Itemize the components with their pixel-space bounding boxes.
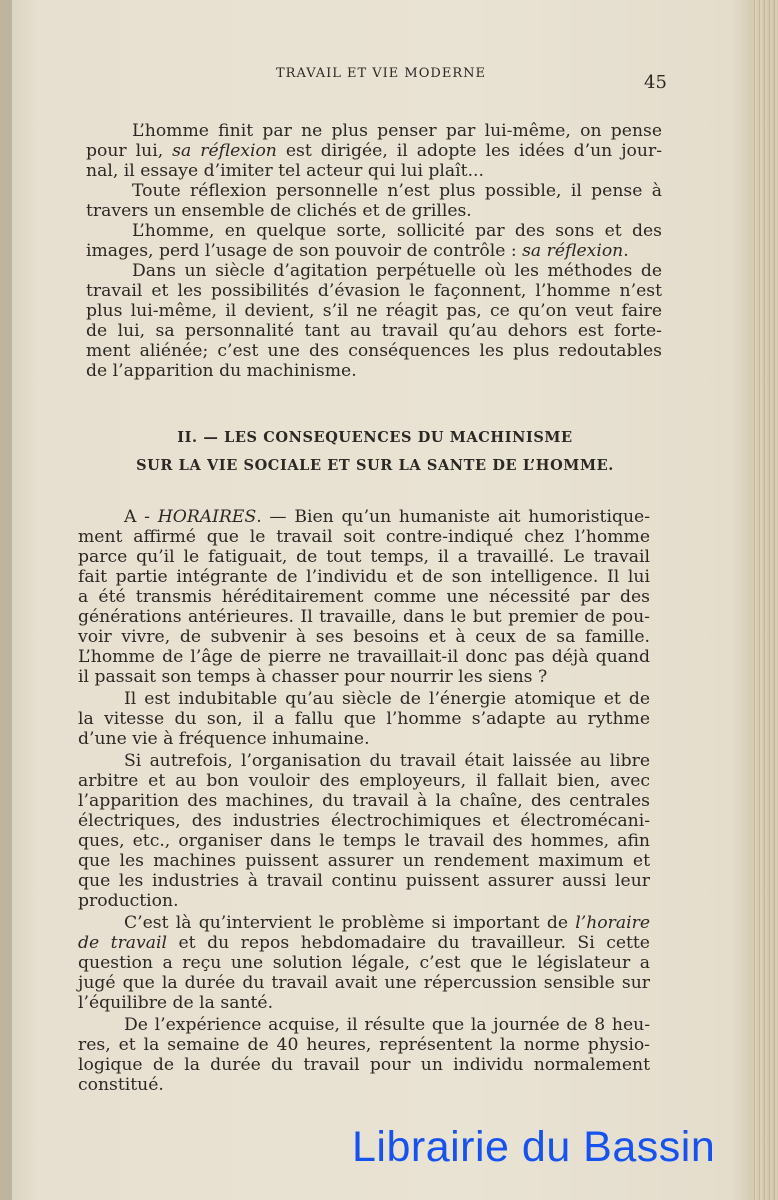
- paragraph: [86, 121, 662, 181]
- text-line: travers un ensemble de clichés et de grilles.: [86, 201, 472, 221]
- text-line: que les machines puissent assurer un rendement maximum et: [78, 851, 650, 871]
- paragraph: [86, 181, 662, 221]
- text-line: la vitesse du son, il a fallu que l’homme s’adapte au rythme: [78, 709, 650, 729]
- section-heading: [110, 424, 640, 480]
- text-block-horaires: [78, 507, 650, 1095]
- text-line: que les industries à travail continu puissent assurer aussi leur: [78, 871, 650, 891]
- text-line: nal, il essaye d’imiter tel acteur qui lui plaît...: [86, 161, 484, 181]
- text-line: parce qu’il le fatiguait, de tout temps, il a travaillé. Le travail: [78, 547, 650, 567]
- text-line: A - HORAIRES. — Bien qu’un humaniste ait humoristique-: [124, 507, 650, 527]
- text-line: voir vivre, de subvenir à ses besoins et à ceux de sa famille.: [78, 627, 650, 647]
- text-line: Si autrefois, l’organisation du travail était laissée au libre: [124, 751, 650, 771]
- paragraph: [78, 751, 650, 911]
- text-line: De l’expérience acquise, il résulte que la journée de 8 heu-: [124, 1015, 650, 1035]
- text-line: images, perd l’usage de son pouvoir de contrôle : sa réflexion.: [86, 241, 629, 261]
- text-line: l’apparition des machines, du travail à la chaîne, des centrales: [78, 791, 650, 811]
- text-line: l’équilibre de la santé.: [78, 993, 274, 1013]
- text-line: d’une vie à fréquence inhumaine.: [78, 729, 370, 749]
- text-line: logique de la durée du travail pour un individu normalement: [78, 1055, 650, 1075]
- text-line: électriques, des industries électrochimiques et électromécani-: [78, 811, 650, 831]
- section-heading-line: II. — LES CONSEQUENCES DU MACHINISME: [177, 429, 573, 446]
- text-line: Dans un siècle d’agitation perpétuelle où les méthodes de: [132, 261, 662, 281]
- text-line: de l’apparition du machinisme.: [86, 361, 357, 381]
- watermark: Librairie du Bassin: [352, 1123, 716, 1171]
- text-line: travail et les possibilités d’évasion le façonnent, l’homme n’est: [86, 281, 662, 301]
- text-line: Toute réflexion personnelle n’est plus possible, il pense à: [132, 181, 662, 201]
- text-line: L’homme, en quelque sorte, sollicité par des sons et des: [132, 221, 662, 241]
- text-line: pour lui, sa réflexion est dirigée, il adopte les idées d’un jour-: [86, 141, 662, 161]
- text-line: L’homme finit par ne plus penser par lui-même, on pense: [132, 121, 662, 141]
- text-line: question a reçu une solution légale, c’est que le législateur a: [78, 953, 650, 973]
- text-line: jugé que la durée du travail avait une répercussion sensible sur: [78, 973, 650, 993]
- text-line: production.: [78, 891, 179, 911]
- text-line: fait partie intégrante de l’individu et de son intelligence. Il lui: [78, 567, 650, 587]
- text-line: arbitre et au bon vouloir des employeurs, il fallait bien, avec: [78, 771, 650, 791]
- text-line: ment affirmé que le travail soit contre-indiqué chez l’homme: [78, 527, 650, 547]
- text-block-intro: [86, 121, 662, 381]
- text-line: C’est là qu’intervient le problème si important de l’horaire: [124, 913, 650, 933]
- paragraph: [86, 261, 662, 381]
- paragraph: [78, 1015, 650, 1095]
- text-line: plus lui-même, il devient, s’il ne réagit pas, ce qu’on veut faire: [86, 301, 662, 321]
- text-line: Il est indubitable qu’au siècle de l’énergie atomique et de: [124, 689, 650, 709]
- text-line: constitué.: [78, 1075, 164, 1095]
- paragraph: [78, 913, 650, 1013]
- text-line: ques, etc., organiser dans le temps le travail des hommes, afin: [78, 831, 650, 851]
- page-number: 45: [644, 72, 667, 93]
- text-line: générations antérieures. Il travaille, dans le but premier de pou-: [78, 607, 650, 627]
- text-line: res, et la semaine de 40 heures, représentent la norme physio-: [78, 1035, 650, 1055]
- page-gutter: [0, 0, 12, 1200]
- text-line: a été transmis héréditairement comme une nécessité par des: [78, 587, 650, 607]
- text-line: il passait son temps à chasser pour nourrir les siens ?: [78, 667, 548, 687]
- paragraph: [78, 689, 650, 749]
- text-line: ment aliénée; c’est une des conséquences les plus redoutables: [86, 341, 662, 361]
- running-head: TRAVAIL ET VIE MODERNE: [276, 66, 486, 81]
- text-line: de lui, sa personnalité tant au travail qu’au dehors est forte-: [86, 321, 662, 341]
- section-heading-line: SUR LA VIE SOCIALE ET SUR LA SANTE DE L’HOMME.: [136, 457, 614, 474]
- paragraph: [78, 507, 650, 687]
- paragraph: [86, 221, 662, 261]
- text-line: de travail et du repos hebdomadaire du travailleur. Si cette: [78, 933, 650, 953]
- text-line: L’homme de l’âge de pierre ne travaillait-il donc pas déjà quand: [78, 647, 650, 667]
- page-edge-stack: [752, 0, 778, 1200]
